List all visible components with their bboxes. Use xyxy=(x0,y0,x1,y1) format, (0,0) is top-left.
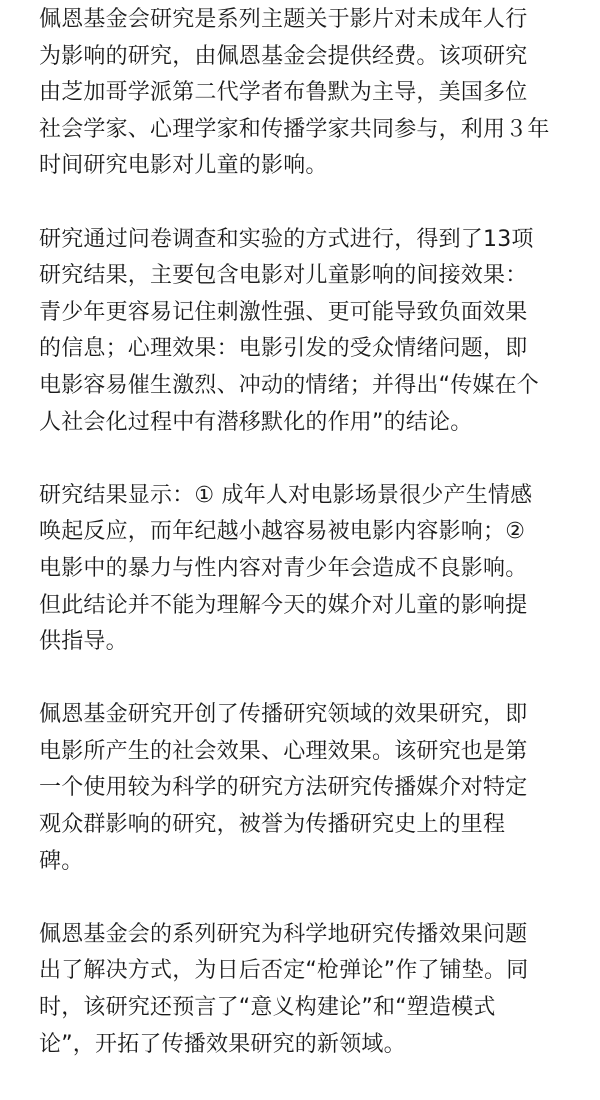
text-line: 社会学家、心理学家和传播学家共同参与，利用３年 xyxy=(39,116,550,142)
text-line: 一个使用较为科学的研究方法研究传播媒介对特定 xyxy=(39,775,528,801)
text-line: 研究结果显示：① 成年人对电影场景很少产生情感 xyxy=(39,482,533,508)
text-line: 电影所产生的社会效果、心理效果。该研究也是第 xyxy=(39,738,528,764)
paragraph-1 xyxy=(39,2,569,185)
text-line: 时，该研究还预言了“意义构建论”和“塑造模式 xyxy=(39,995,496,1021)
text-line: 供指导。 xyxy=(39,629,128,655)
text-line: 青少年更容易记住刺激性强、更可能导致负面效果 xyxy=(39,299,528,325)
text-line: 为影响的研究，由佩恩基金会提供经费。该项研究 xyxy=(39,43,528,69)
paragraph-4 xyxy=(39,697,569,880)
text-line: 研究结果，主要包含电影对儿童影响的间接效果： xyxy=(39,263,528,289)
article-body xyxy=(39,2,569,1100)
text-line: 研究通过问卷调查和实验的方式进行，得到了13项 xyxy=(39,226,534,252)
text-line: 佩恩基金研究开创了传播研究领域的效果研究，即 xyxy=(39,702,528,728)
text-line: 由芝加哥学派第二代学者布鲁默为主导，美国多位 xyxy=(39,80,528,106)
text-line: 碑。 xyxy=(39,848,84,874)
text-line: 论”，开拓了传播效果研究的新领域。 xyxy=(39,1031,406,1057)
text-line: 人社会化过程中有潜移默化的作用”的结论。 xyxy=(39,409,473,435)
text-line: 佩恩基金会研究是系列主题关于影片对未成年人行 xyxy=(39,7,528,32)
text-line: 佩恩基金会的系列研究为科学地研究传播效果问题 xyxy=(39,921,528,947)
text-line: 出了解决方式，为日后否定“枪弹论”作了铺垫。同 xyxy=(39,958,529,984)
paragraph-5 xyxy=(39,917,569,1063)
text-line: 但此结论并不能为理解今天的媒介对儿童的影响提 xyxy=(39,592,528,618)
text-line: 的信息；心理效果：电影引发的受众情绪问题，即 xyxy=(39,336,528,362)
paragraph-3 xyxy=(39,478,569,661)
text-line: 时间研究电影对儿童的影响。 xyxy=(39,153,328,179)
text-line: 电影中的暴力与性内容对青少年会造成不良影响。 xyxy=(39,555,528,581)
text-line: 唤起反应，而年纪越小越容易被电影内容影响；② xyxy=(39,519,526,545)
text-line: 电影容易催生激烈、冲动的情绪；并得出“传媒在个 xyxy=(39,372,539,398)
text-line: 观众群影响的研究，被誉为传播研究史上的里程 xyxy=(39,812,506,838)
paragraph-2 xyxy=(39,222,569,442)
